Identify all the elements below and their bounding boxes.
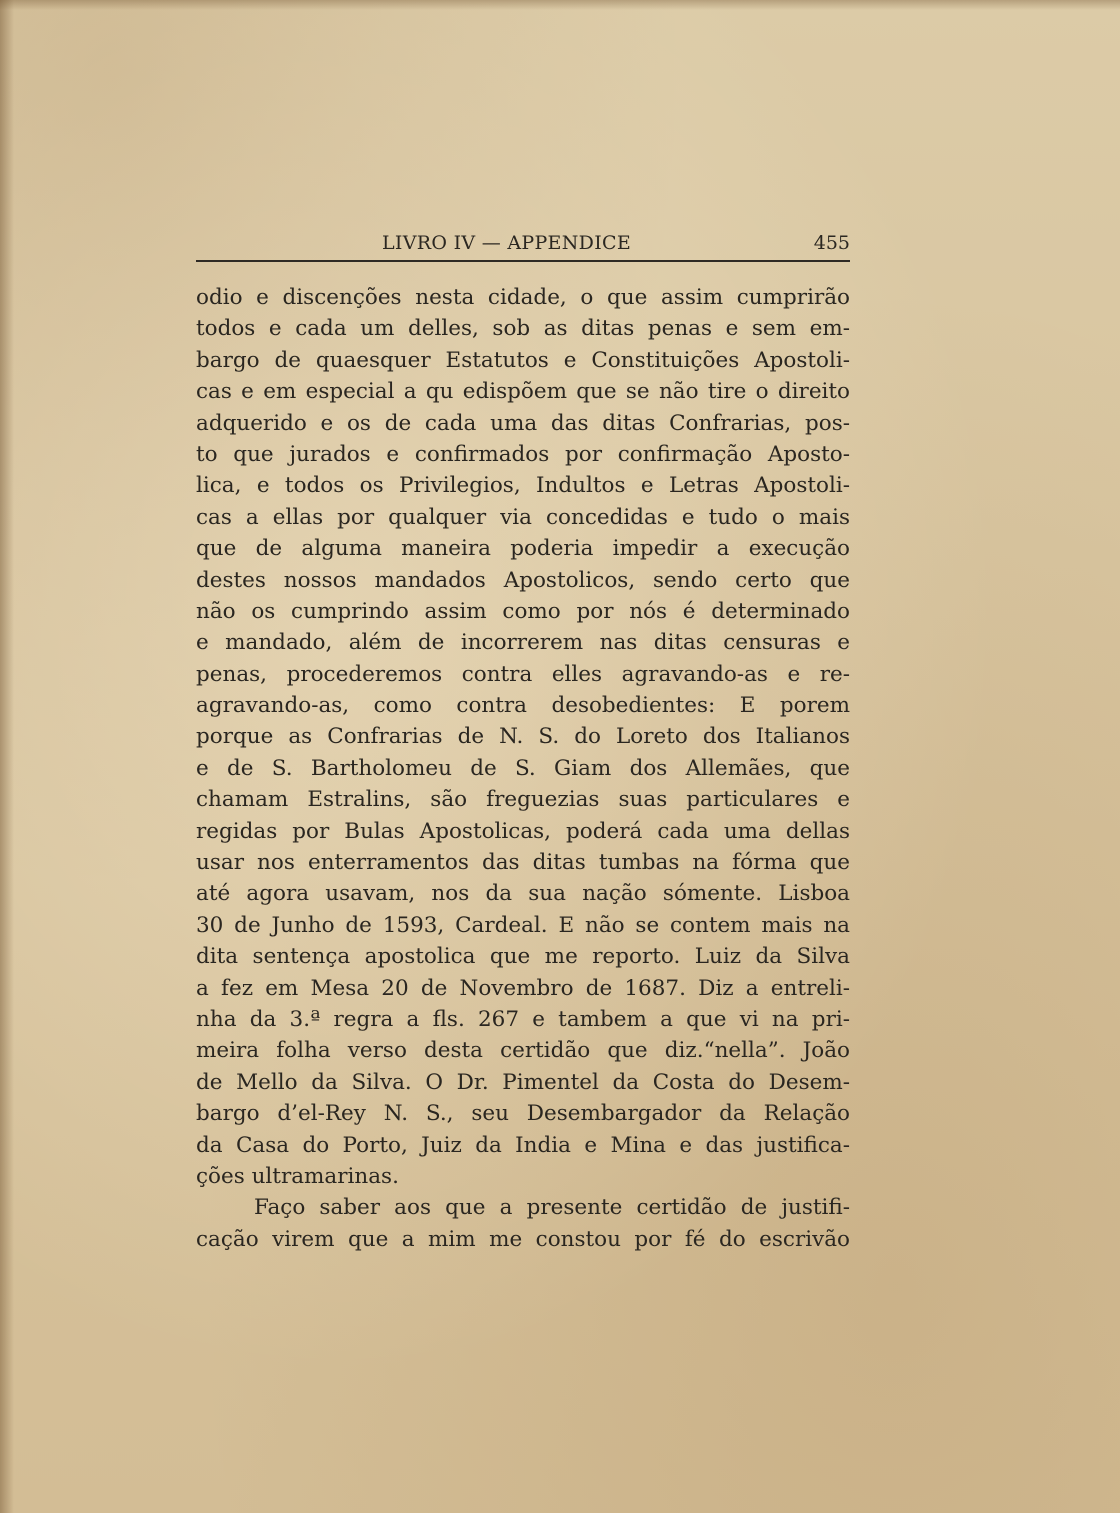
text-line: de Mello da Silva. O Dr. Pimentel da Costa do Desem- [196,1069,850,1095]
text-line: a fez em Mesa 20 de Novembro de 1687. Diz a entreli- [196,975,850,1001]
text-line: 30 de Junho de 1593, Cardeal. E não se contem mais na [196,912,850,938]
paragraph-end-line: ções ultramarinas. [196,1163,399,1189]
text-line: cação virem que a mim me constou por fé do escrivão [196,1226,850,1252]
text-line: nha da 3.ª regra a fls. 267 e tambem a que vi na pri- [196,1006,850,1032]
text-line: dita sentença apostolica que me reporto. Luiz da Silva [196,944,850,970]
text-line: que de alguma maneira poderia impedir a execução [196,536,850,562]
text-line: até agora usavam, nos da sua nação sómente. Lisboa [196,881,850,907]
text-line: porque as Confrarias de N. S. do Loreto dos Italianos [196,724,850,750]
page-shadow-top [0,0,1120,10]
text-line: meira folha verso desta certidão que diz.“nella”. João [196,1038,850,1064]
text-line: destes nossos mandados Apostolicos, sendo certo que [196,567,850,593]
text-line: lica, e todos os Privilegios, Indultos e Letras Apostoli- [196,473,850,499]
text-line: não os cumprindo assim como por nós é determinado [196,598,850,624]
page-shadow-left [0,0,14,1513]
text-line: cas e em especial a qu edispõem que se não tire o direito [196,379,850,405]
text-line: bargo de quaesquer Estatutos e Constituições Apostoli- [196,347,850,373]
text-line: to que jurados e confirmados por confirmação Aposto- [196,441,850,467]
text-line: da Casa do Porto, Juiz da India e Mina e das justifica- [196,1132,850,1158]
paragraph-start-line: Faço saber aos que a presente certidão de justifi- [254,1195,850,1221]
running-title: LIVRO IV — APPENDICE [382,232,632,254]
text-line: todos e cada um delles, sob as ditas penas e sem em- [196,316,850,342]
text-line: e mandado, além de incorrerem nas ditas censuras e [196,630,850,656]
text-line: penas, procederemos contra elles agravando-as e re- [196,661,850,687]
text-line: regidas por Bulas Apostolicas, poderá cada uma dellas [196,818,850,844]
text-line: chamam Estralins, são freguezias suas particulares e [196,787,850,813]
page-number: 455 [813,232,850,254]
text-line: agravando-as, como contra desobedientes: E porem [196,693,850,719]
running-header [196,230,850,262]
text-line: odio e discenções nesta cidade, o que assim cumprirão [196,285,850,310]
text-line: adquerido e os de cada uma das ditas Confrarias, pos- [196,410,850,436]
text-line: bargo d’el-Rey N. S., seu Desembargador da Relação [196,1101,850,1127]
body-text [196,282,850,1255]
text-line: usar nos enterramentos das ditas tumbas na fórma que [196,850,850,876]
text-line: e de S. Bartholomeu de S. Giam dos Allemães, que [196,755,850,781]
text-line: cas a ellas por qualquer via concedidas e tudo o mais [196,504,850,530]
